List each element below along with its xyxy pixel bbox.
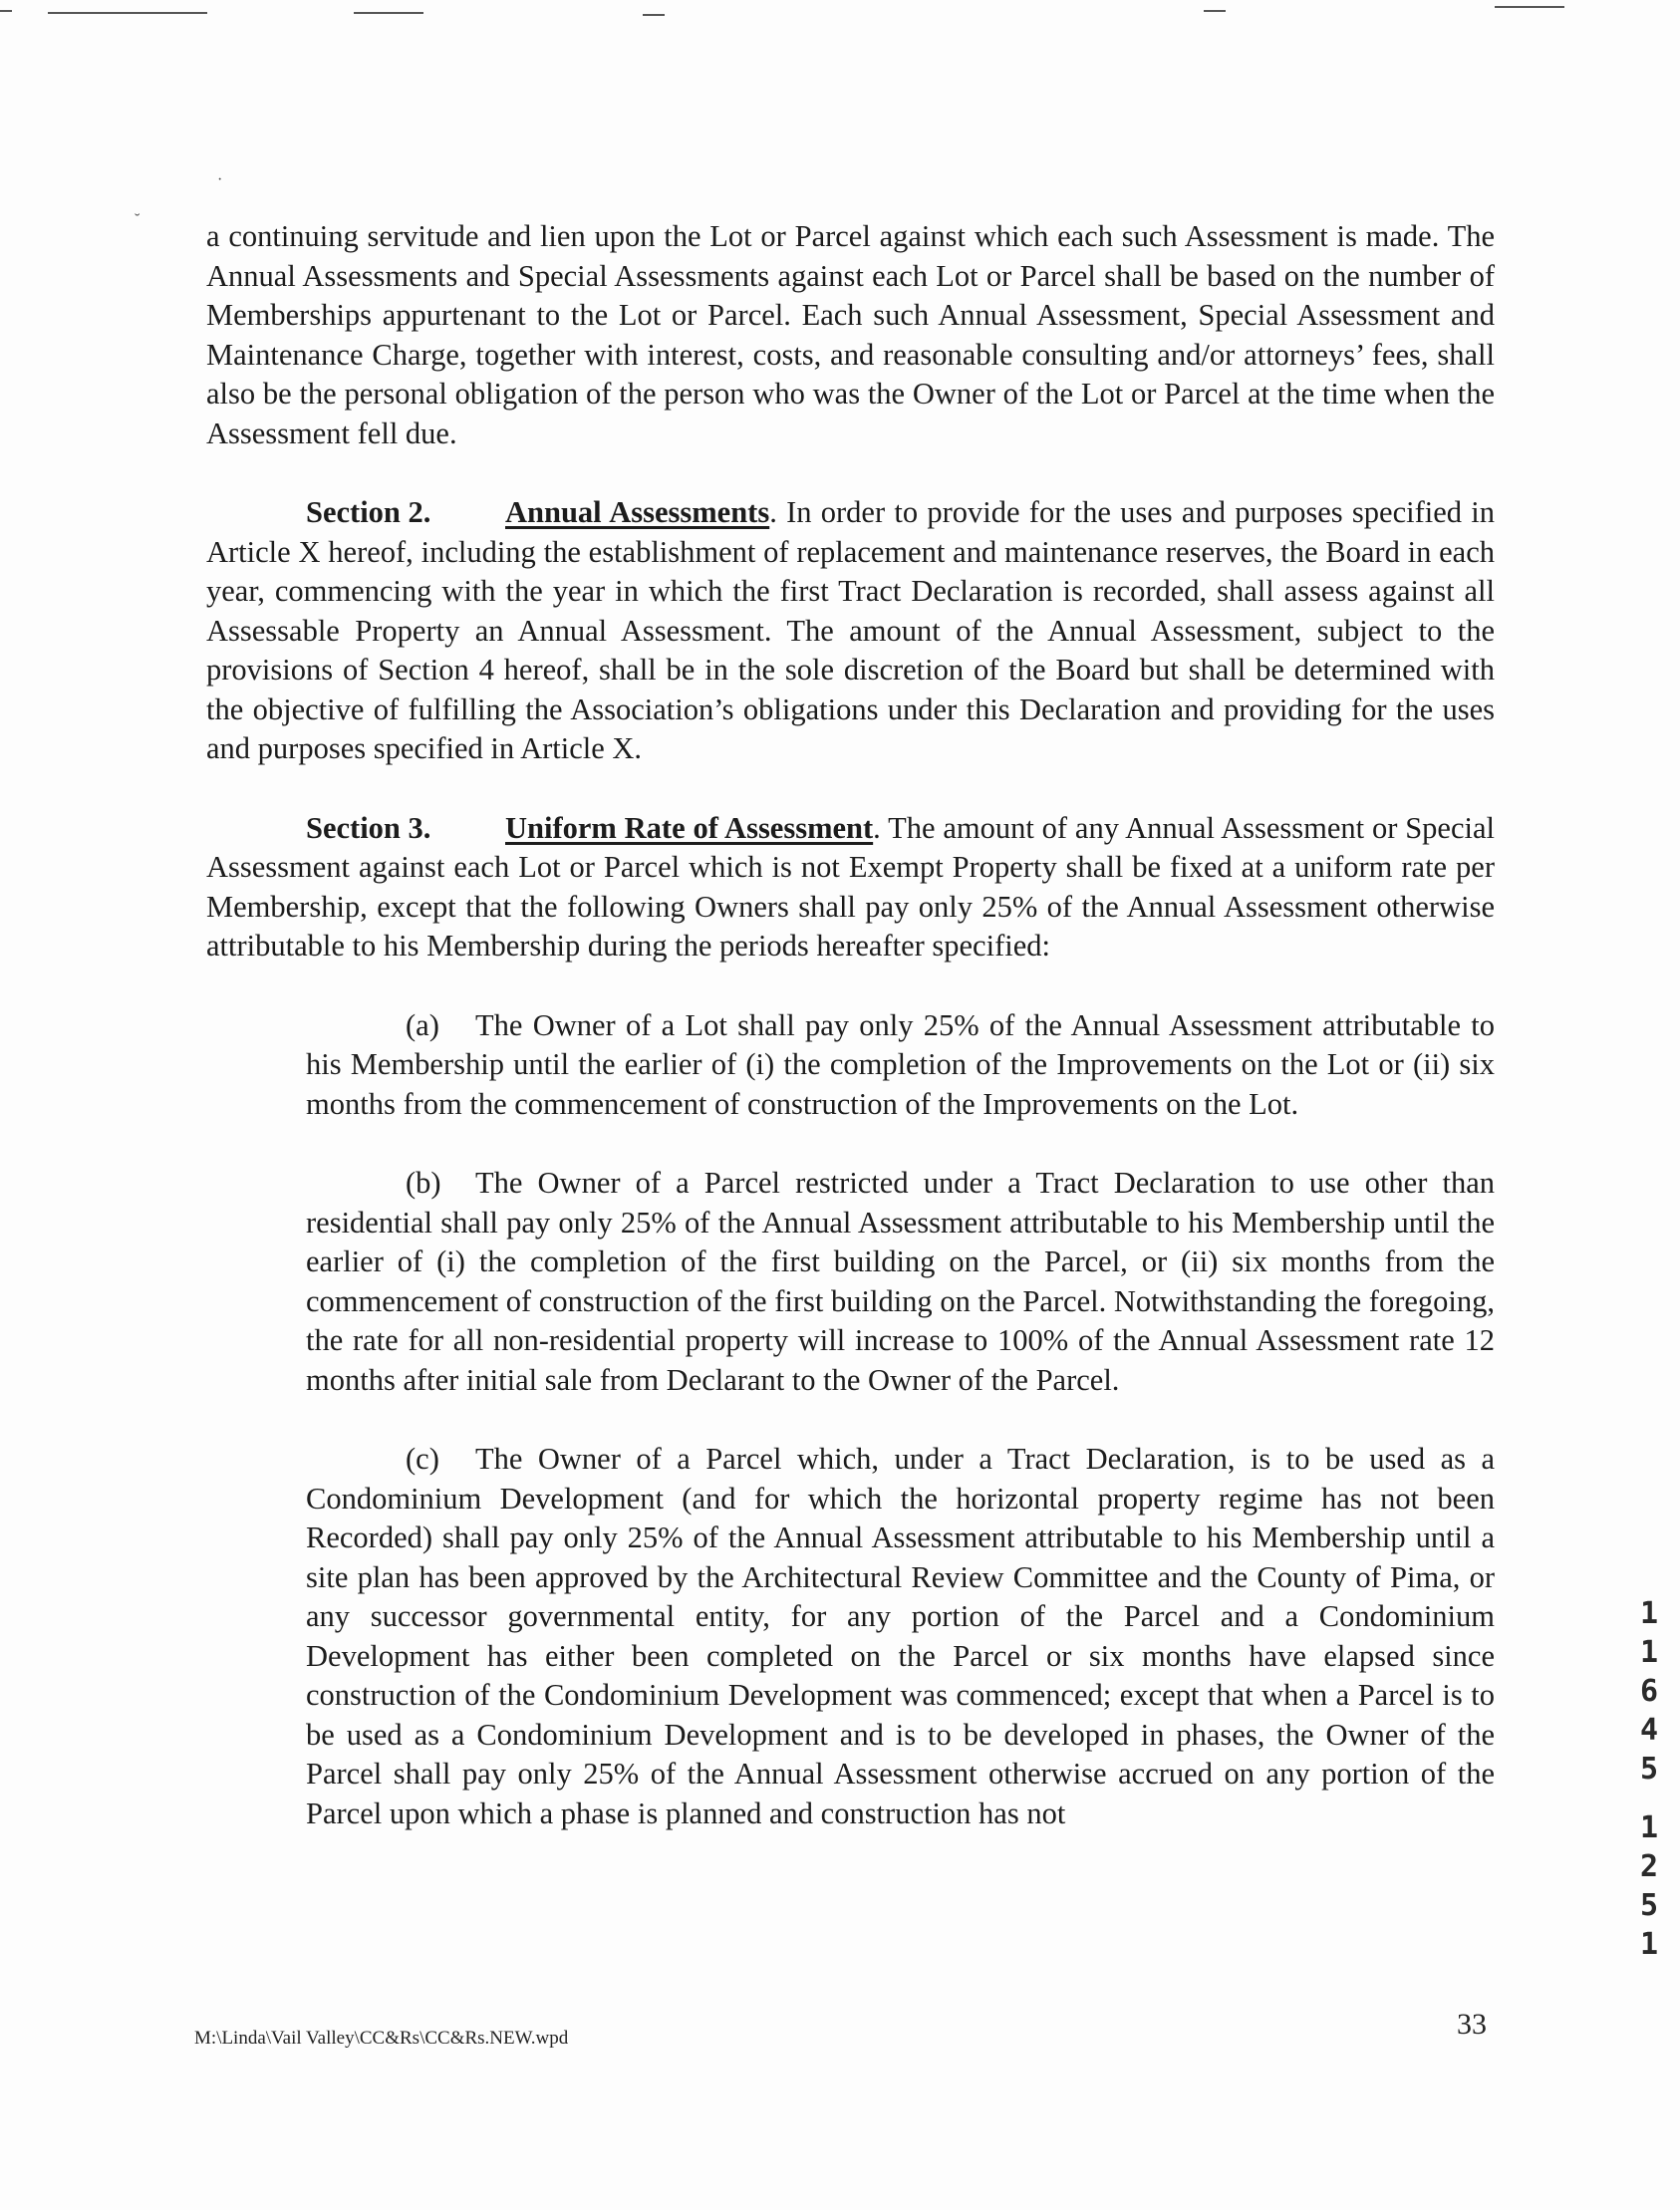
section-3-paragraph [206, 809, 1495, 967]
stamp-digit: 1 [1639, 1810, 1659, 1845]
subsection-a [306, 1006, 1495, 1125]
stamp-digit: 6 [1639, 1674, 1659, 1709]
recording-stamp-upper [1634, 1594, 1664, 1789]
section-3-text: . The amount of any Annual Assessment or Special Assessment against each Lot or Parcel which is not Exempt Property shall be fixed at a uniform rate per Membership, except that the following Owners shall pay only 25% of the Annual Assessment otherwise attributable to his Membership during the periods hereafter specified: [206, 810, 1495, 963]
scan-speck: ˘ [135, 211, 140, 228]
stamp-digit: 5 [1639, 1752, 1659, 1787]
scan-artifact-line [643, 14, 665, 16]
stamp-digit: 1 [1639, 1635, 1659, 1670]
subsection-c-label: (c) [406, 1442, 439, 1476]
stamp-digit: 4 [1639, 1713, 1659, 1748]
section-3-number: Section 3. [306, 810, 431, 845]
section-2-paragraph [206, 493, 1495, 769]
footer-file-path: M:\Linda\Vail Valley\CC&Rs\CC&Rs.NEW.wpd [194, 2028, 569, 2049]
section-2-number: Section 2. [306, 495, 431, 529]
scan-artifact-line [48, 12, 207, 14]
scan-artifact-line [1204, 10, 1226, 12]
recording-stamp-lower [1634, 1808, 1664, 1964]
section-2-text: . In order to provide for the uses and purposes specified in Article X hereof, including the establishment of replacement and maintenance reserves, the Board in each year, commencing with the year in which the first Tract Declaration is recorded, shall assess against all Assessable Property an Annual Assessment. The amount of the Annual Assessment, subject to the provisions of Section 4 hereof, shall be in the sole discretion of the Board but shall be determined with the objective of fulfilling the Association’s obligations under this Declaration and providing for the uses and purposes specified in Article X. [206, 495, 1496, 765]
scan-artifact-line [0, 10, 12, 12]
subsection-b [306, 1164, 1495, 1400]
page-number: 33 [1457, 2008, 1487, 2041]
section-3-title: Uniform Rate of Assessment [505, 810, 874, 845]
scan-speck: · [217, 171, 223, 188]
document-body [206, 217, 1495, 1873]
subsection-b-label: (b) [406, 1166, 441, 1200]
stamp-digit: 1 [1639, 1927, 1659, 1962]
subsection-c-text: The Owner of a Parcel which, under a Tract Declaration, is to be used as a Condominium Development (and for which the horizontal property regime has not been Recorded) shall pay only 25% of the Annual Assessment attributable to his Membership until a site plan has been approved by the Architectural Review Committee and the County of Pima, or any successor governmental entity, for any portion of the Parcel and a Condominium Development has either been completed on the Parcel or six months have elapsed since construction of the Condominium Development was commenced; except that when a Parcel is to be used as a Condominium Development and is to be developed in phases, the Owner of the Parcel shall pay only 25% of the Annual Assessment otherwise accrued on any portion of the Parcel upon which a phase is planned and construction has not [306, 1442, 1495, 1830]
subsection-a-text: The Owner of a Lot shall pay only 25% of the Annual Assessment attributable to his Membership until the earlier of (i) the completion of the Improvements on the Lot or (ii) six months from the commencement of construction of the Improvements on the Lot. [306, 1007, 1495, 1121]
subsection-c [306, 1440, 1495, 1833]
subsection-b-text: The Owner of a Parcel restricted under a Tract Declaration to use other than residential shall pay only 25% of the Annual Assessment attributable to his Membership until the earlier of (i) the completion of the first building on the Parcel, or (ii) six months from the commencement of construction of the first building on the Parcel. Notwithstanding the foregoing, the rate for all non-residential property will increase to 100% of the Annual Assessment rate 12 months after initial sale from Declarant to the Owner of the Parcel. [306, 1166, 1495, 1397]
stamp-digit: 5 [1639, 1888, 1659, 1923]
stamp-digit: 2 [1639, 1849, 1659, 1884]
scan-artifact-line [354, 12, 423, 14]
subsection-a-label: (a) [406, 1007, 439, 1042]
section-2-title: Annual Assessments [505, 495, 770, 529]
stamp-digit: 1 [1639, 1596, 1659, 1631]
continuation-paragraph: a continuing servitude and lien upon the Lot or Parcel against which each such Assessment is made. The Annual Assessments and Special Assessments against each Lot or Parcel shall be based on the number of Memberships appurtenant to the Lot or Parcel. Each such Annual Assessment, Special Assessment and Maintenance Charge, together with interest, costs, and reasonable consulting and/or attorneys’ fees, shall also be the personal obligation of the person who was the Owner of the Lot or Parcel at the time when the Assessment fell due. [206, 219, 1495, 450]
scan-artifact-line [1495, 6, 1564, 8]
